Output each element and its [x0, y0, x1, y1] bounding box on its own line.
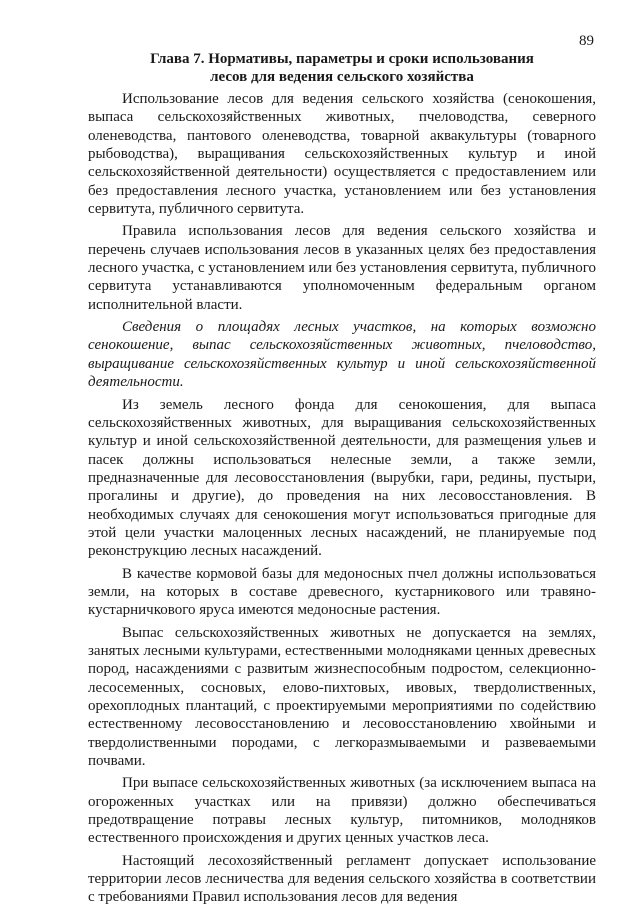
page-number: 89: [579, 33, 594, 49]
chapter-title-line-1: Глава 7. Нормативы, параметры и сроки использования: [150, 51, 534, 67]
document-page: [88, 24, 596, 907]
chapter-title: [88, 50, 596, 86]
paragraph-bee-forage: В качестве кормовой базы для медоносных пчел должны использоваться земли, на которых в составе древесного, кустарникового или травяно-кустарничкового яруса имеются медоносные растения.: [88, 565, 596, 619]
paragraph-land-for-haying: Из земель лесного фонда для сенокошения, для выпаса сельскохозяйственных животных, для выращивания сельскохозяйственных культур и иной сельскохозяйственной деятельности, для размещения ульев и пасек должны использоваться нелесные земли, а также земли, предназначенные для лесовосстановления (вырубки, гари, редины, пустыри, прогалины и другие), до проведения на них лесовосстановления. В необходимых случаях для сенокошения могут использоваться пригодные для этой цели участки малоценных лесных насаждений, не планируемые под реконструкцию лесных насаждений.: [88, 396, 596, 560]
paragraph-forest-use-overview: Использование лесов для ведения сельского хозяйства (сенокошения, выпаса сельскохозяйственных животных, пчеловодства, северного оленеводства, пантового оленеводства, товарной аквакультуры (товарного рыбоводства), выращивания сельскохозяйственных культур и иной сельскохозяйственной деятельности) осуществляется с предоставлением или без предоставления лесного участка, установлением или без установления сервитута, публичного сервитута.: [88, 91, 596, 218]
chapter-title-line-2: лесов для ведения сельского хозяйства: [210, 69, 474, 85]
paragraph-regulation-permits: Настоящий лесохозяйственный регламент допускает использование территории лесов лесничества для ведения сельского хозяйства в соответствии с требованиями Правил использования лесов для ведения: [88, 852, 596, 906]
paragraph-area-info-heading: Сведения о площадях лесных участков, на которых возможно сенокошение, выпас сельскохозяйственных животных, пчеловодство, выращивание сельскохозяйственных культур и иной сельскохозяйственной деятельности.: [88, 319, 596, 391]
paragraph-grazing-restrictions: Выпас сельскохозяйственных животных не допускается на землях, занятых лесными культурами, естественными молодняками ценных древесных пород, насаждениями с развитым жизнеспособным подростом, селекционно-лесосеменных, сосновых, елово-пихтовых, ивовых, твердолиственных, орехоплодных плантаций, с проектируемыми мероприятиями по содействию естественному лесовосстановлению и лесовосстановлению хвойными и твердолиственными породами, с легкоразмываемыми и развеваемыми почвами.: [88, 624, 596, 770]
paragraph-grazing-protection: При выпасе сельскохозяйственных животных (за исключением выпаса на огороженных участках или на привязи) должно обеспечиваться предотвращение потравы лесных культур, питомников, молодняков естественного происхождения и других ценных участков леса.: [88, 775, 596, 847]
paragraph-rules-of-use: Правила использования лесов для ведения сельского хозяйства и перечень случаев использования лесов в указанных целях без предоставления лесного участка, с установлением или без установления сервитута, публичного сервитута устанавливаются уполномоченным федеральным органом исполнительной власти.: [88, 223, 596, 313]
